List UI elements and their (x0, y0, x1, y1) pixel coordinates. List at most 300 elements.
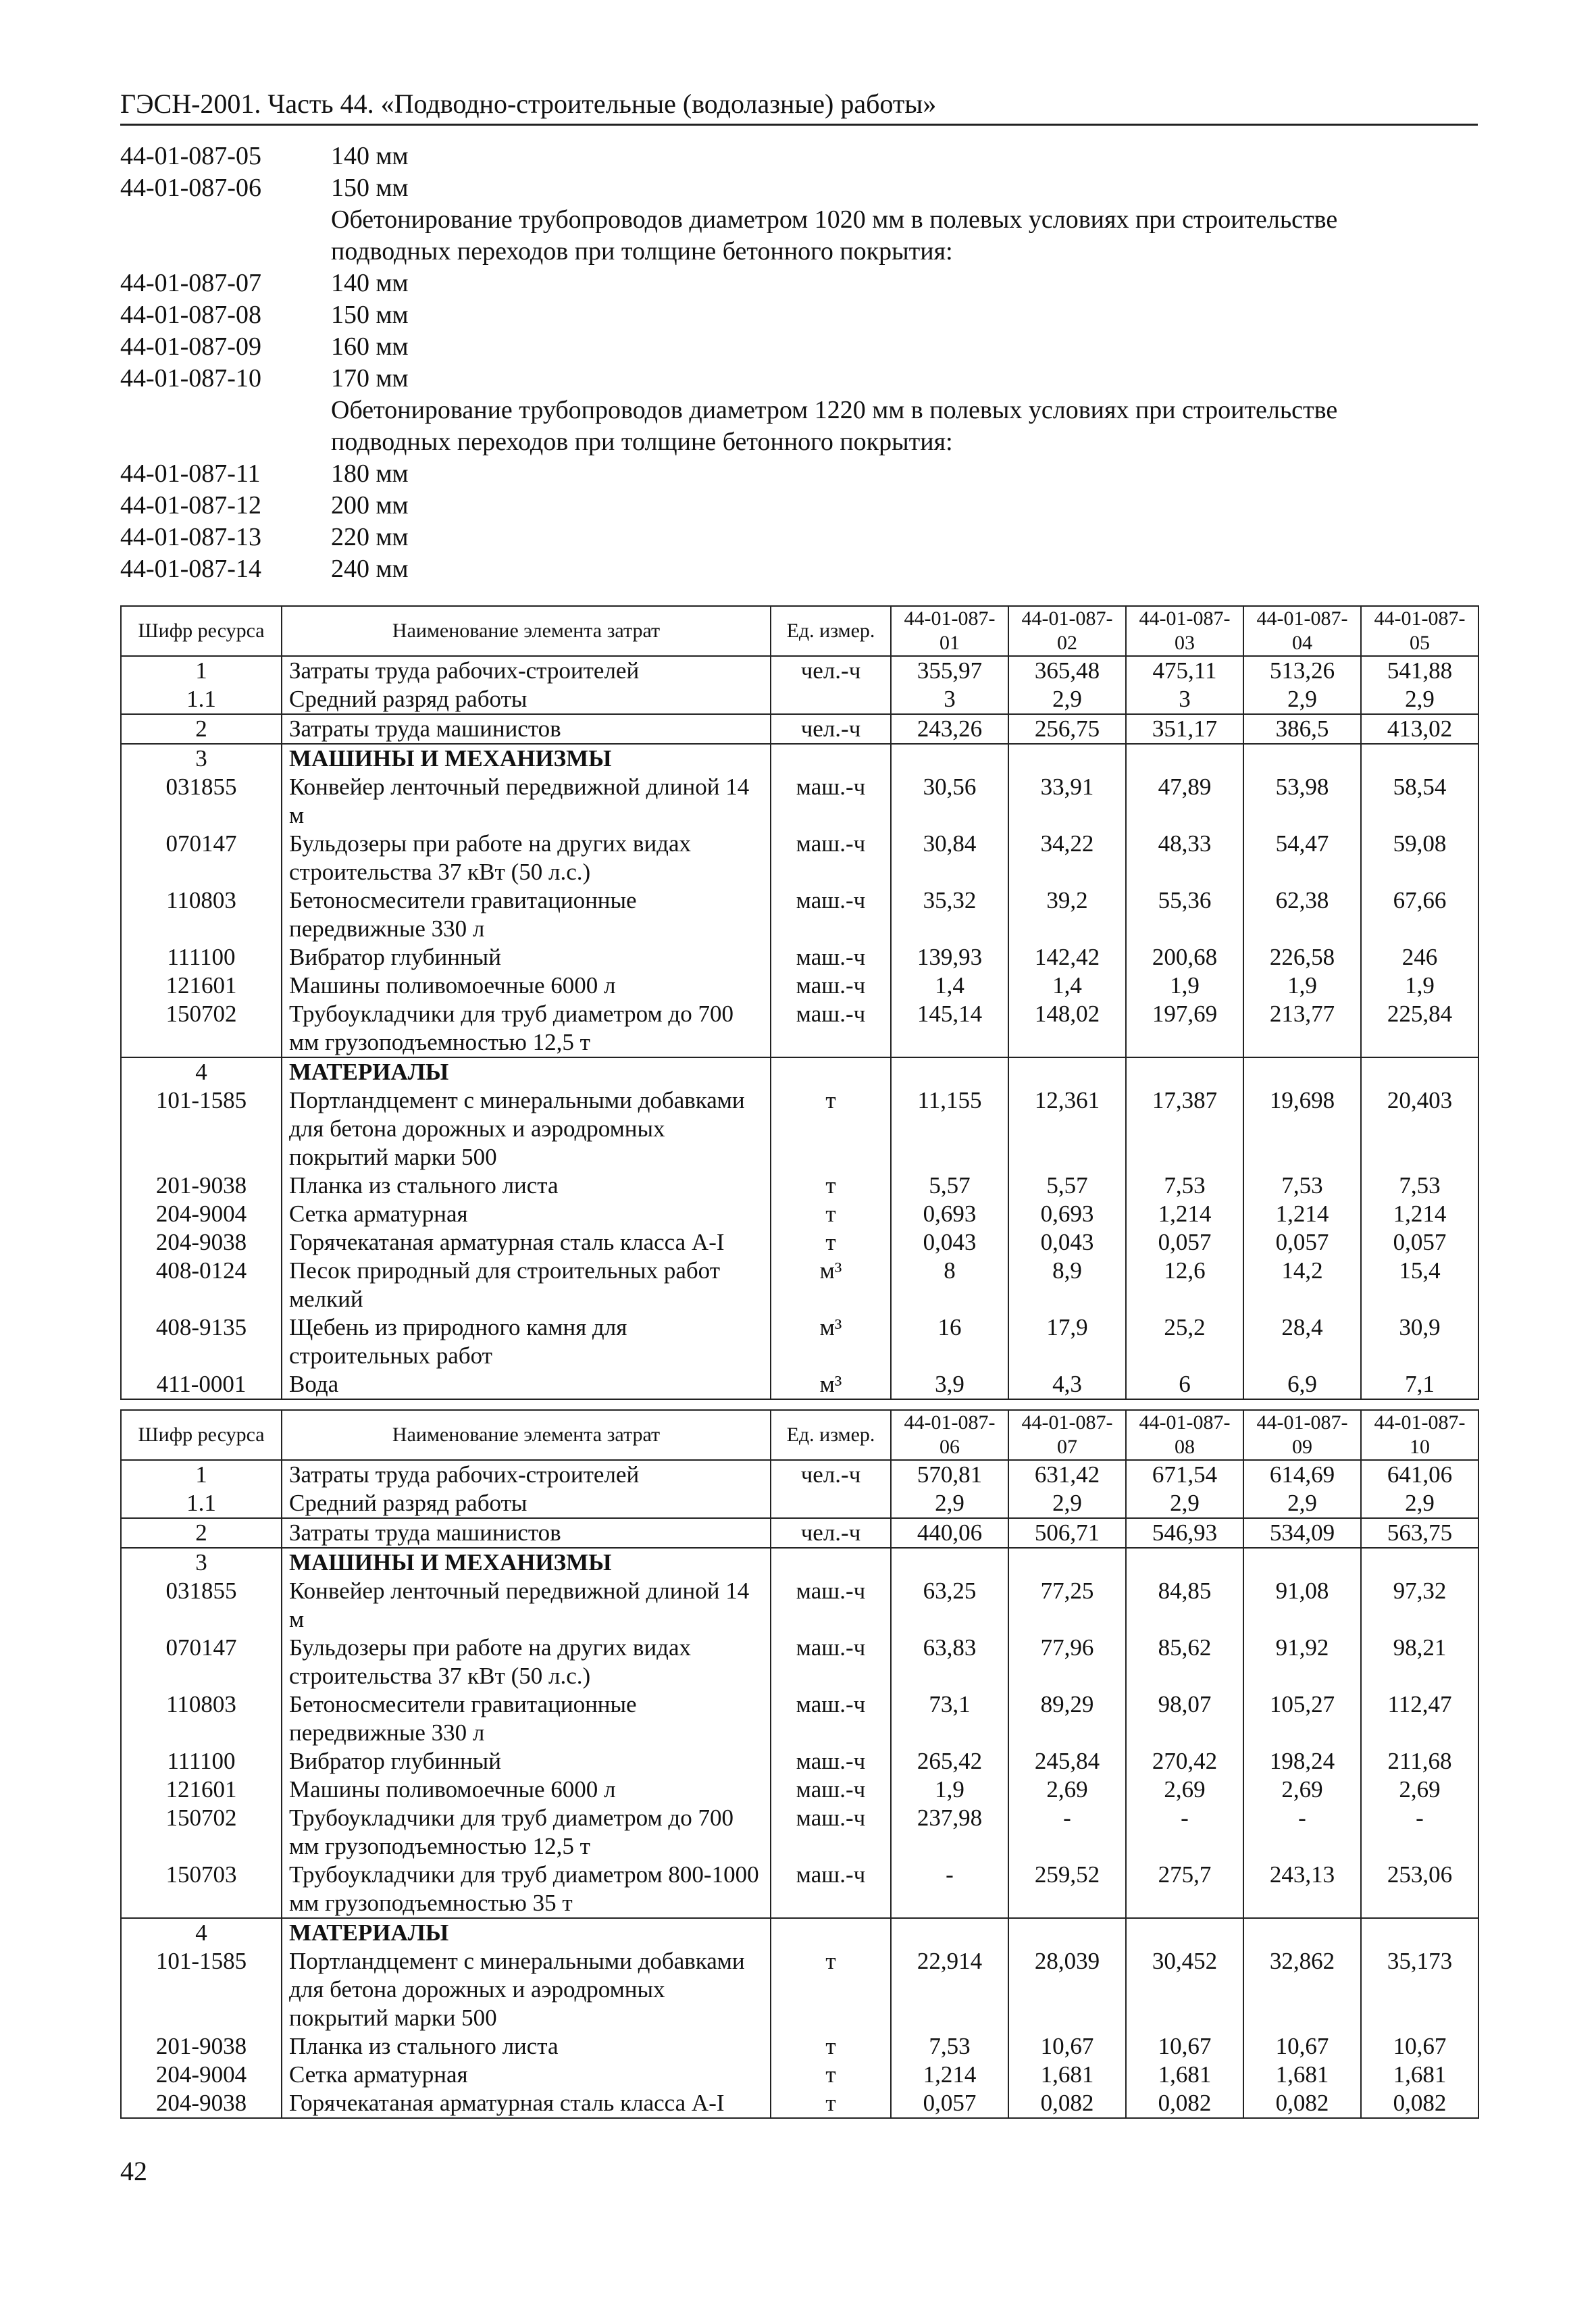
resource-value: 0,082 (1361, 2089, 1478, 2118)
resource-unit: маш.-ч (771, 773, 891, 830)
resource-value: 10,67 (1243, 2032, 1361, 2061)
norm-code: 44-01-087-10 (120, 364, 261, 393)
resource-value: 256,75 (1008, 714, 1126, 744)
resource-value: 30,84 (891, 830, 1008, 886)
resource-unit: т (771, 2032, 891, 2061)
resource-name: Вибратор глубинный (282, 1747, 771, 1776)
resource-value: 2,9 (1361, 685, 1478, 714)
resource-unit: м³ (771, 1257, 891, 1313)
resource-value: 7,53 (1126, 1172, 1243, 1200)
resource-value: 63,83 (891, 1634, 1008, 1690)
resource-value: 614,69 (1243, 1460, 1361, 1489)
resource-value: 0,082 (1243, 2089, 1361, 2118)
resource-value: 12,361 (1008, 1086, 1126, 1172)
resource-value: 6,9 (1243, 1370, 1361, 1399)
resource-code: 070147 (121, 830, 282, 886)
norm-list (120, 141, 1478, 585)
resource-value: - (1243, 1804, 1361, 1861)
resource-value: 546,93 (1126, 1518, 1243, 1548)
resource-value: 34,22 (1008, 830, 1126, 886)
resource-value: 246 (1361, 943, 1478, 972)
norm-item (120, 172, 1478, 204)
resource-value: 225,84 (1361, 1000, 1478, 1057)
table-row (121, 2089, 1478, 2118)
resource-unit: маш.-ч (771, 830, 891, 886)
resource-value: 2,9 (1243, 1489, 1361, 1518)
resource-value: 226,58 (1243, 943, 1361, 972)
resource-value: 139,93 (891, 943, 1008, 972)
resource-code: 3 (121, 744, 282, 773)
resource-value: 386,5 (1243, 714, 1361, 744)
resource-value: 28,4 (1243, 1313, 1361, 1370)
resource-value: 0,693 (1008, 1200, 1126, 1228)
resource-value: 62,38 (1243, 886, 1361, 943)
resource-value: - (1361, 1804, 1478, 1861)
table-row (121, 1861, 1478, 1918)
resource-unit: маш.-ч (771, 1000, 891, 1057)
table-row (121, 1172, 1478, 1200)
table-row (121, 1086, 1478, 1172)
resource-unit: маш.-ч (771, 886, 891, 943)
resource-code: 408-0124 (121, 1257, 282, 1313)
resource-value: 237,98 (891, 1804, 1008, 1861)
page-number: 42 (120, 2156, 147, 2186)
resource-unit: м³ (771, 1370, 891, 1399)
resource-name: МАТЕРИАЛЫ (282, 1918, 771, 1947)
resource-code: 1 (121, 656, 282, 685)
resource-value: 0,693 (891, 1200, 1008, 1228)
resource-value: 198,24 (1243, 1747, 1361, 1776)
table-row (121, 685, 1478, 714)
table-row (121, 1313, 1478, 1370)
resource-unit: чел.-ч (771, 714, 891, 744)
resource-value: 47,89 (1126, 773, 1243, 830)
resource-value: 440,06 (891, 1518, 1008, 1548)
resource-value: 7,53 (1361, 1172, 1478, 1200)
resource-unit: т (771, 2061, 891, 2089)
table-header-row (121, 1410, 1478, 1460)
resource-value: 98,21 (1361, 1634, 1478, 1690)
resource-value: 10,67 (1126, 2032, 1243, 2061)
resource-value: 58,54 (1361, 773, 1478, 830)
resource-value: 54,47 (1243, 830, 1361, 886)
resource-value: 5,57 (1008, 1172, 1126, 1200)
norm-item (120, 331, 1478, 363)
resource-value: 10,67 (1008, 2032, 1126, 2061)
resource-value: 365,48 (1008, 656, 1126, 685)
resource-unit (771, 1057, 891, 1086)
table-row (121, 972, 1478, 1000)
resource-value: 84,85 (1126, 1577, 1243, 1634)
table-header-row (121, 606, 1478, 656)
resource-value: 2,69 (1243, 1776, 1361, 1804)
resource-value: 30,9 (1361, 1313, 1478, 1370)
norm-item (120, 522, 1478, 553)
table-row (121, 2032, 1478, 2061)
resource-name: Вибратор глубинный (282, 943, 771, 972)
resource-value: 39,2 (1008, 886, 1126, 943)
resource-value: 275,7 (1126, 1861, 1243, 1918)
header-norm-code: 44-01-087-10 (1361, 1410, 1478, 1460)
resource-value: 91,92 (1243, 1634, 1361, 1690)
resource-name: МАШИНЫ И МЕХАНИЗМЫ (282, 744, 771, 773)
resource-value: 7,1 (1361, 1370, 1478, 1399)
header-norm-code: 44-01-087-03 (1126, 606, 1243, 656)
resource-value: 15,4 (1361, 1257, 1478, 1313)
resource-value: 33,91 (1008, 773, 1126, 830)
resource-value: 0,057 (1361, 1228, 1478, 1257)
resource-value: 265,42 (891, 1747, 1008, 1776)
resource-value: 1,214 (1361, 1200, 1478, 1228)
norm-code: 44-01-087-14 (120, 555, 261, 583)
resource-value: - (891, 1861, 1008, 1918)
table-row (121, 1200, 1478, 1228)
resource-name: Конвейер ленточный передвижной длиной 14 м (282, 773, 771, 830)
norm-code: 44-01-087-13 (120, 523, 261, 551)
resource-value: 506,71 (1008, 1518, 1126, 1548)
resource-name: МАТЕРИАЛЫ (282, 1057, 771, 1086)
resource-value: 112,47 (1361, 1690, 1478, 1747)
resource-value: 3,9 (891, 1370, 1008, 1399)
table-row (121, 1000, 1478, 1057)
resource-value: 513,26 (1243, 656, 1361, 685)
norm-text: 180 мм (331, 459, 409, 488)
resource-unit: т (771, 2089, 891, 2118)
resource-code: 1.1 (121, 685, 282, 714)
resource-name: Машины поливомоечные 6000 л (282, 1776, 771, 1804)
resource-value: 30,56 (891, 773, 1008, 830)
resource-value: 2,69 (1126, 1776, 1243, 1804)
table-row (121, 830, 1478, 886)
resource-unit: маш.-ч (771, 1804, 891, 1861)
resource-value: 2,9 (1243, 685, 1361, 714)
resource-value: 63,25 (891, 1577, 1008, 1634)
resource-unit: т (771, 1086, 891, 1172)
document-page (120, 88, 1478, 2119)
norm-item (120, 363, 1478, 395)
norm-item (120, 299, 1478, 331)
table-row (121, 1518, 1478, 1548)
resource-unit: чел.-ч (771, 1460, 891, 1489)
resource-value (1243, 744, 1361, 773)
table-row (121, 886, 1478, 943)
resource-value: - (1126, 1804, 1243, 1861)
resource-value: 142,42 (1008, 943, 1126, 972)
resource-value: 534,09 (1243, 1518, 1361, 1548)
resource-value: 1,9 (1361, 972, 1478, 1000)
resource-value (1008, 744, 1126, 773)
norm-text: 150 мм (331, 301, 409, 329)
section-row (121, 1548, 1478, 1577)
resource-name: Средний разряд работы (282, 685, 771, 714)
resource-name: Портландцемент с минеральными добавками для бетона дорожных и аэродромных покрытий марки 500 (282, 1086, 771, 1172)
norm-description (120, 426, 1478, 458)
resource-code: 408-9135 (121, 1313, 282, 1370)
table-row (121, 656, 1478, 685)
resource-value: 2,9 (1008, 1489, 1126, 1518)
norm-description (120, 204, 1478, 236)
resource-value (1126, 744, 1243, 773)
resource-unit: т (771, 1947, 891, 2032)
resource-unit (771, 1489, 891, 1518)
resource-value: 4,3 (1008, 1370, 1126, 1399)
table-row (121, 1370, 1478, 1399)
resource-code: 110803 (121, 886, 282, 943)
resource-value (891, 1057, 1008, 1086)
resource-value (1361, 1548, 1478, 1577)
resource-value: 351,17 (1126, 714, 1243, 744)
norm-item (120, 268, 1478, 299)
resource-unit (771, 1918, 891, 1947)
norm-text: 150 мм (331, 174, 409, 202)
resource-name: Затраты труда рабочих-строителей (282, 656, 771, 685)
resource-code: 1 (121, 1460, 282, 1489)
resource-value: 1,4 (1008, 972, 1126, 1000)
resource-unit (771, 1548, 891, 1577)
norm-text: 160 мм (331, 332, 409, 361)
resource-value: 28,039 (1008, 1947, 1126, 2032)
resource-code: 1.1 (121, 1489, 282, 1518)
resource-value: 148,02 (1008, 1000, 1126, 1057)
resource-name: Бетоносмесители гравитационные передвижные 330 л (282, 1690, 771, 1747)
header-norm-code: 44-01-087-01 (891, 606, 1008, 656)
section-row (121, 1918, 1478, 1947)
resource-value: 91,08 (1243, 1577, 1361, 1634)
resource-value: 48,33 (1126, 830, 1243, 886)
resource-value: 85,62 (1126, 1634, 1243, 1690)
resource-value: 77,96 (1008, 1634, 1126, 1690)
resource-value: 0,082 (1008, 2089, 1126, 2118)
table-row (121, 1489, 1478, 1518)
norm-code: 44-01-087-11 (120, 459, 261, 488)
resource-code: 110803 (121, 1690, 282, 1747)
resource-value (891, 1548, 1008, 1577)
resource-table-2 (120, 1409, 1479, 2119)
resource-value (1243, 1057, 1361, 1086)
norm-text: Обетонирование трубопроводов диаметром 1220 мм в полевых условиях при строительстве (331, 396, 1338, 424)
resource-code: 204-9038 (121, 2089, 282, 2118)
resource-unit: маш.-ч (771, 1634, 891, 1690)
resource-code: 204-9004 (121, 2061, 282, 2089)
resource-value: 0,057 (891, 2089, 1008, 2118)
resource-code: 101-1585 (121, 1086, 282, 1172)
norm-item (120, 490, 1478, 522)
resource-name: Вода (282, 1370, 771, 1399)
resource-value: 541,88 (1361, 656, 1478, 685)
resource-value: 89,29 (1008, 1690, 1126, 1747)
resource-value (1008, 1057, 1126, 1086)
resource-name: Средний разряд работы (282, 1489, 771, 1518)
resource-value: 10,67 (1361, 2032, 1478, 2061)
norm-item (120, 458, 1478, 490)
header-norm-code: 44-01-087-07 (1008, 1410, 1126, 1460)
table-row (121, 1577, 1478, 1634)
resource-value: 59,08 (1361, 830, 1478, 886)
resource-value: 32,862 (1243, 1947, 1361, 2032)
resource-name: Затраты труда машинистов (282, 714, 771, 744)
norm-description (120, 395, 1478, 426)
page-header: ГЭСН-2001. Часть 44. «Подводно-строительные (водолазные) работы» (120, 88, 1478, 126)
resource-value: 8 (891, 1257, 1008, 1313)
resource-unit (771, 685, 891, 714)
resource-name: Планка из стального листа (282, 1172, 771, 1200)
resource-code: 150703 (121, 1861, 282, 1918)
resource-value: 53,98 (1243, 773, 1361, 830)
resource-unit: маш.-ч (771, 972, 891, 1000)
resource-value: 0,043 (891, 1228, 1008, 1257)
resource-value: 211,68 (1361, 1747, 1478, 1776)
resource-value: 5,57 (891, 1172, 1008, 1200)
resource-value: 35,173 (1361, 1947, 1478, 2032)
norm-code: 44-01-087-06 (120, 174, 261, 202)
resource-value: 0,057 (1126, 1228, 1243, 1257)
header-code: Шифр ресурса (121, 1410, 282, 1460)
resource-value: 1,681 (1361, 2061, 1478, 2089)
resource-value (1126, 1057, 1243, 1086)
resource-code: 111100 (121, 1747, 282, 1776)
resource-value: 243,13 (1243, 1861, 1361, 1918)
resource-unit: т (771, 1200, 891, 1228)
resource-unit: т (771, 1172, 891, 1200)
resource-unit: маш.-ч (771, 1861, 891, 1918)
resource-value: 17,9 (1008, 1313, 1126, 1370)
table-row (121, 1257, 1478, 1313)
table-row (121, 1776, 1478, 1804)
resource-value: 3 (1126, 685, 1243, 714)
resource-value: 77,25 (1008, 1577, 1126, 1634)
resource-value: 16 (891, 1313, 1008, 1370)
resource-value: 73,1 (891, 1690, 1008, 1747)
header-norm-code: 44-01-087-05 (1361, 606, 1478, 656)
table-row (121, 773, 1478, 830)
resource-value (1126, 1548, 1243, 1577)
resource-code: 4 (121, 1057, 282, 1086)
resource-name: Сетка арматурная (282, 1200, 771, 1228)
resource-code: 031855 (121, 1577, 282, 1634)
resource-value: 1,214 (1243, 1200, 1361, 1228)
resource-value (1126, 1918, 1243, 1947)
resource-value: 12,6 (1126, 1257, 1243, 1313)
header-norm-code: 44-01-087-04 (1243, 606, 1361, 656)
resource-unit: чел.-ч (771, 656, 891, 685)
resource-value: 563,75 (1361, 1518, 1478, 1548)
resource-unit: маш.-ч (771, 1577, 891, 1634)
resource-value (1243, 1918, 1361, 1947)
resource-value: 17,387 (1126, 1086, 1243, 1172)
resource-code: 121601 (121, 1776, 282, 1804)
section-row (121, 1057, 1478, 1086)
resource-name: Бетоносмесители гравитационные передвижные 330 л (282, 886, 771, 943)
table-row (121, 1947, 1478, 2032)
resource-value: 197,69 (1126, 1000, 1243, 1057)
resource-name: Трубоукладчики для труб диаметром до 700 мм грузоподъемностью 12,5 т (282, 1000, 771, 1057)
resource-code: 121601 (121, 972, 282, 1000)
resource-unit: маш.-ч (771, 943, 891, 972)
table-row (121, 943, 1478, 972)
resource-unit: маш.-ч (771, 1690, 891, 1747)
norm-code: 44-01-087-05 (120, 142, 261, 170)
norm-code: 44-01-087-09 (120, 332, 261, 361)
resource-value: 20,403 (1361, 1086, 1478, 1172)
resource-code: 2 (121, 1518, 282, 1548)
resource-code: 3 (121, 1548, 282, 1577)
resource-value: 2,9 (1126, 1489, 1243, 1518)
resource-value: 1,681 (1126, 2061, 1243, 2089)
resource-name: Машины поливомоечные 6000 л (282, 972, 771, 1000)
resource-value: - (1008, 1804, 1126, 1861)
resource-code: 204-9038 (121, 1228, 282, 1257)
resource-value (1008, 1548, 1126, 1577)
resource-value: 253,06 (1361, 1861, 1478, 1918)
resource-value: 0,043 (1008, 1228, 1126, 1257)
resource-unit: маш.-ч (771, 1776, 891, 1804)
norm-description (120, 236, 1478, 268)
resource-value: 67,66 (1361, 886, 1478, 943)
resource-value: 413,02 (1361, 714, 1478, 744)
table-row (121, 1747, 1478, 1776)
resource-value: 14,2 (1243, 1257, 1361, 1313)
resource-value: 355,97 (891, 656, 1008, 685)
resource-value: 145,14 (891, 1000, 1008, 1057)
resource-code: 070147 (121, 1634, 282, 1690)
resource-value: 30,452 (1126, 1947, 1243, 2032)
norm-text: 200 мм (331, 491, 409, 520)
resource-value: 0,082 (1126, 2089, 1243, 2118)
resource-value: 570,81 (891, 1460, 1008, 1489)
resource-name: Песок природный для строительных работ мелкий (282, 1257, 771, 1313)
resource-value: 11,155 (891, 1086, 1008, 1172)
resource-value: 245,84 (1008, 1747, 1126, 1776)
resource-code: 2 (121, 714, 282, 744)
resource-value (1361, 744, 1478, 773)
section-row (121, 744, 1478, 773)
resource-value: 1,4 (891, 972, 1008, 1000)
norm-item (120, 141, 1478, 172)
resource-value: 1,9 (891, 1776, 1008, 1804)
resource-name: Затраты труда машинистов (282, 1518, 771, 1548)
resource-value: 3 (891, 685, 1008, 714)
resource-name: Сетка арматурная (282, 2061, 771, 2089)
norm-item (120, 553, 1478, 585)
resource-value: 259,52 (1008, 1861, 1126, 1918)
resource-value: 1,681 (1008, 2061, 1126, 2089)
norm-text: Обетонирование трубопроводов диаметром 1020 мм в полевых условиях при строительстве (331, 205, 1338, 234)
resource-value: 200,68 (1126, 943, 1243, 972)
resource-name: Щебень из природного камня для строительных работ (282, 1313, 771, 1370)
header-unit: Ед. измер. (771, 1410, 891, 1460)
resource-name: Портландцемент с минеральными добавками для бетона дорожных и аэродромных покрытий марки 500 (282, 1947, 771, 2032)
norm-text: подводных переходов при толщине бетонного покрытия: (331, 237, 953, 266)
table-row (121, 1460, 1478, 1489)
resource-value: 1,681 (1243, 2061, 1361, 2089)
norm-text: подводных переходов при толщине бетонного покрытия: (331, 428, 953, 456)
resource-code: 150702 (121, 1804, 282, 1861)
resource-code: 101-1585 (121, 1947, 282, 2032)
resource-name: Конвейер ленточный передвижной длиной 14 м (282, 1577, 771, 1634)
resource-value: 105,27 (1243, 1690, 1361, 1747)
resource-name: Бульдозеры при работе на других видах строительства 37 кВт (50 л.с.) (282, 1634, 771, 1690)
resource-unit: м³ (771, 1313, 891, 1370)
resource-value (1361, 1057, 1478, 1086)
resource-value: 7,53 (1243, 1172, 1361, 1200)
header-unit: Ед. измер. (771, 606, 891, 656)
norm-text: 240 мм (331, 555, 409, 583)
resource-value: 270,42 (1126, 1747, 1243, 1776)
table-row (121, 1228, 1478, 1257)
resource-name: Горячекатаная арматурная сталь класса А-I (282, 2089, 771, 2118)
resource-value: 25,2 (1126, 1313, 1243, 1370)
resource-value: 8,9 (1008, 1257, 1126, 1313)
